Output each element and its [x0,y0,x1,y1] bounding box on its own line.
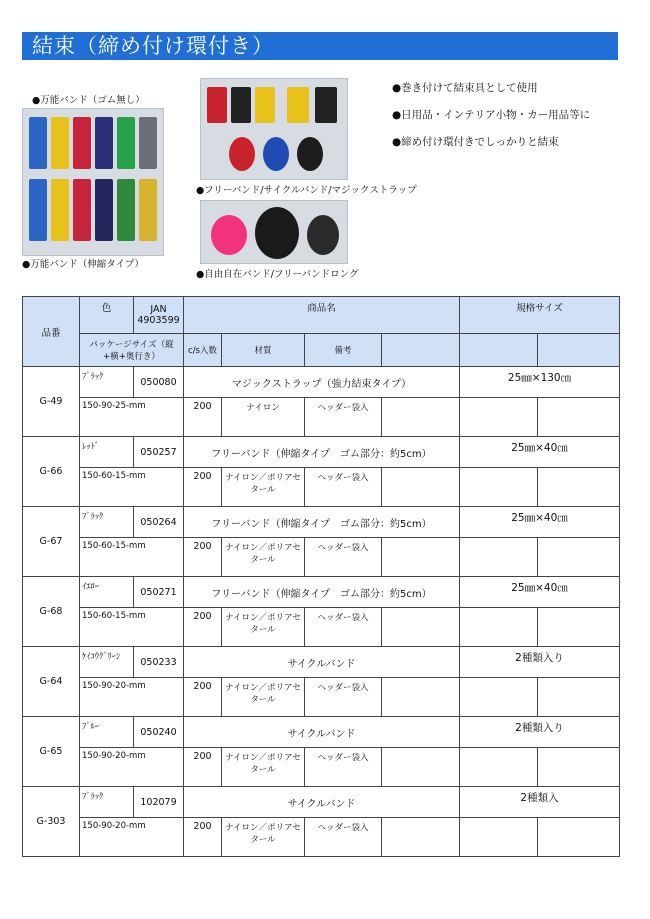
blank-cell [538,678,620,717]
product-code: G-66 [23,437,80,507]
product-jan: 050240 [134,717,184,748]
product-spec-size: 25㎜×40㎝ [460,577,620,608]
product-case-qty: 200 [184,748,222,787]
product-package-size: 150-90-20-mm [80,818,184,857]
product-case-qty: 200 [184,678,222,717]
blank-cell [538,398,620,437]
product-color: ﾌﾞﾙｰ [80,717,134,748]
blank-cell [538,538,620,577]
header-package-size: パッケージサイズ（縦+横+奥行き） [80,334,184,367]
header-blank [382,334,460,367]
product-photo-universal-band [22,108,164,256]
product-case-qty: 200 [184,818,222,857]
product-spec-size: 2種類入り [460,647,620,678]
product-spec-size: 25㎜×40㎝ [460,437,620,468]
product-code: G-64 [23,647,80,717]
product-jan: 050264 [134,507,184,538]
header-product-name: 商品名 [184,297,460,334]
product-row [23,507,620,538]
header-blank [538,334,620,367]
caption-free-band: ●フリーバンド/サイクルバンド/マジックストラップ [196,185,417,196]
product-row [23,577,620,608]
product-color: ﾌﾞﾗｯｸ [80,507,134,538]
product-name: サイクルバンド [184,717,460,748]
product-detail-row [23,398,620,437]
caption-universal-band: ●万能バンド（ゴム無し） [32,95,145,106]
product-detail-row [23,468,620,507]
blank-cell [538,608,620,647]
caption-universal-band-elastic: ●万能バンド（伸縮タイプ） [22,259,144,270]
blank-cell [460,608,538,647]
product-case-qty: 200 [184,538,222,577]
product-package-size: 150-60-15-mm [80,608,184,647]
product-jan: 050271 [134,577,184,608]
blank-cell [460,398,538,437]
product-name: フリーバンド（伸縮タイプ ゴム部分：約5cm） [184,507,460,538]
product-detail-row [23,748,620,787]
product-package-size: 150-90-25-mm [80,398,184,437]
product-material: ナイロン／ポリアセタール [222,468,305,507]
product-code: G-68 [23,577,80,647]
product-remarks: ヘッダー袋入 [305,608,382,647]
blank-cell [460,538,538,577]
product-case-qty: 200 [184,608,222,647]
product-jan: 050233 [134,647,184,678]
feature-item: ●日用品・インテリア小物・カー用品等に [392,109,591,121]
product-remarks: ヘッダー袋入 [305,818,382,857]
product-name: サイクルバンド [184,787,460,818]
product-remarks: ヘッダー袋入 [305,538,382,577]
product-package-size: 150-60-15-mm [80,538,184,577]
product-detail-row [23,608,620,647]
product-jan: 050080 [134,367,184,398]
product-detail-row [23,538,620,577]
product-material: ナイロン／ポリアセタール [222,678,305,717]
product-spec-size: 2種類入 [460,787,620,818]
header-blank [460,334,538,367]
product-spec-size: 25㎜×130㎝ [460,367,620,398]
product-remarks: ヘッダー袋入 [305,468,382,507]
blank-cell [460,818,538,857]
blank-cell [538,818,620,857]
product-name: フリーバンド（伸縮タイプ ゴム部分：約5cm） [184,437,460,468]
product-code: G-303 [23,787,80,857]
product-row [23,647,620,678]
feature-item: ●締め付け環付きでしっかりと結束 [392,136,559,148]
product-material: ナイロン／ポリアセタール [222,748,305,787]
product-color: ﾌﾞﾗｯｸ [80,787,134,818]
product-row [23,367,620,398]
product-remarks: ヘッダー袋入 [305,678,382,717]
product-case-qty: 200 [184,398,222,437]
blank-cell [382,608,460,647]
feature-item: ●巻き付けて結束具として使用 [392,82,538,94]
caption-flexible-band: ●自由自在バンド/フリーバンドロング [196,269,359,280]
product-material: ナイロン／ポリアセタール [222,538,305,577]
product-case-qty: 200 [184,468,222,507]
product-detail-row [23,678,620,717]
product-remarks: ヘッダー袋入 [305,398,382,437]
product-row [23,717,620,748]
product-remarks: ヘッダー袋入 [305,748,382,787]
product-spec-size: 2種類入り [460,717,620,748]
product-material: ナイロン／ポリアセタール [222,608,305,647]
product-photo-flexible-band [200,200,348,264]
product-photo-free-band [200,78,348,180]
product-code: G-49 [23,367,80,437]
blank-cell [460,468,538,507]
product-material: ナイロン／ポリアセタール [222,818,305,857]
blank-cell [382,678,460,717]
product-spec-size: 25㎜×40㎝ [460,507,620,538]
product-material: ナイロン [222,398,305,437]
header-jan: JAN 4903599 [134,297,184,334]
blank-cell [382,748,460,787]
product-code: G-67 [23,507,80,577]
blank-cell [460,678,538,717]
header-code: 品番 [23,297,80,367]
product-color: ﾌﾞﾗｯｸ [80,367,134,398]
product-jan: 102079 [134,787,184,818]
product-color: ｹｲｺｳｸﾞﾘｰﾝ [80,647,134,678]
product-package-size: 150-90-20-mm [80,748,184,787]
feature-list [392,80,590,161]
header-remarks: 備考 [305,334,382,367]
header-material: 材質 [222,334,305,367]
spec-table [22,296,620,857]
blank-cell [382,468,460,507]
blank-cell [382,818,460,857]
product-detail-row [23,818,620,857]
product-row [23,437,620,468]
product-name: マジックストラップ（強力結束タイプ） [184,367,460,398]
product-name: フリーバンド（伸縮タイプ ゴム部分：約5cm） [184,577,460,608]
product-color: ﾚｯﾄﾞ [80,437,134,468]
header-color: 色 [80,297,134,334]
page-title: 結束（締め付け環付き） [22,32,618,60]
blank-cell [382,398,460,437]
blank-cell [538,468,620,507]
blank-cell [538,748,620,787]
blank-cell [460,748,538,787]
product-package-size: 150-60-15-mm [80,468,184,507]
product-row [23,787,620,818]
product-color: ｲｴﾛｰ [80,577,134,608]
product-code: G-65 [23,717,80,787]
product-jan: 050257 [134,437,184,468]
header-case-qty: c/s入数 [184,334,222,367]
product-package-size: 150-90-20-mm [80,678,184,717]
header-spec-size: 規格サイズ [460,297,620,334]
blank-cell [382,538,460,577]
product-name: サイクルバンド [184,647,460,678]
